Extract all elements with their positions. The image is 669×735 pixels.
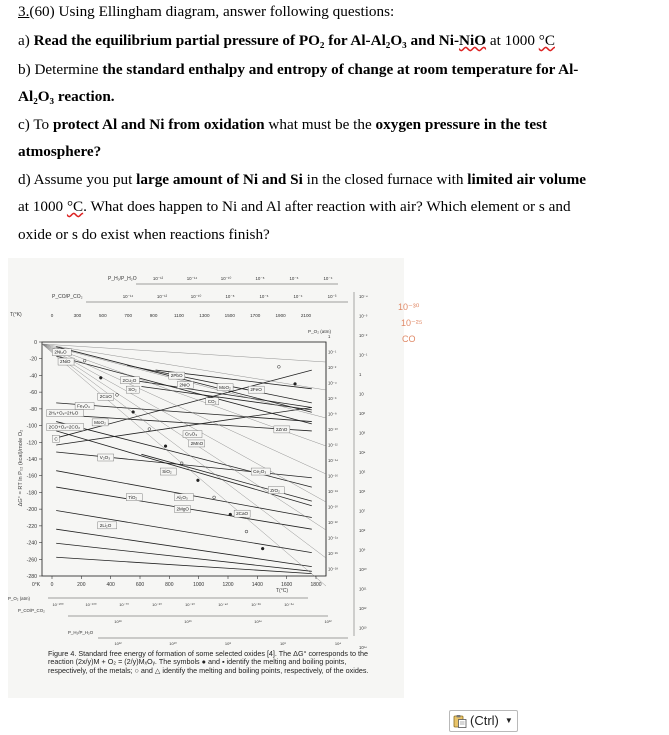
question-b (18, 60, 578, 80)
top-scale1-tick: 10⁻¹² (152, 276, 164, 281)
right-scale-inner-tick: 10⁻¹⁸ (328, 489, 339, 494)
right-scale-inner-tick: 10⁻² (328, 365, 337, 370)
x-tick-label: 1600 (281, 582, 293, 588)
oxide-line (56, 356, 312, 424)
question-d-bold2: limited air volume (467, 171, 586, 188)
oxide-label: MoO₂ (94, 419, 106, 425)
top-scale1-tick: 10⁻¹⁴ (186, 276, 198, 281)
bottom-po2-tick: 10⁻³⁴ (284, 602, 294, 607)
phase-point-marker (132, 411, 135, 414)
y-tick-label: -120 (26, 440, 37, 447)
oxide-label: Fe₃O₄ (77, 403, 90, 409)
phase-point-marker (197, 479, 200, 482)
top-scale2-tick: 10⁻⁶ (259, 294, 269, 299)
ellingham-diagram (8, 258, 404, 698)
bottom-co-tick: 10¹⁴ (254, 619, 262, 624)
top-scale2-tick: 10⁻³ (327, 294, 337, 299)
question-heading (18, 2, 394, 22)
po2-guide-line (42, 344, 326, 586)
oxide-label: MoO₂ (219, 384, 231, 390)
oxide-line (56, 543, 312, 571)
right-scale-outer-tick: 10³ (359, 430, 366, 436)
oxide-label: 2CO+O₂=2CO₂ (48, 424, 81, 430)
phase-point-marker (99, 376, 102, 379)
oxide-label: 2ZnO (275, 426, 288, 432)
question-d-mid: in the closed furnace with (302, 171, 468, 188)
y-tick-label: -80 (29, 406, 37, 413)
bottom-co-tick: 10¹⁶ (184, 619, 192, 624)
right-scale-inner-tick: 10⁻¹² (328, 442, 338, 448)
po2-guide-line (42, 344, 326, 502)
question-c (18, 115, 547, 135)
y-tick-label: -240 (26, 540, 37, 547)
oxide-label: 2Ni₂O (54, 349, 67, 355)
question-c-bold2: oxygen pressure in the test (375, 116, 548, 133)
right-scale-inner-tick: 10⁻²² (328, 520, 338, 525)
oxide-line (56, 408, 312, 445)
y-tick-label: -60 (29, 390, 37, 397)
phase-point-marker (277, 365, 280, 368)
top-t-tick-label: 1900 (275, 313, 286, 318)
bottom-h2-tick: 10⁶ (279, 641, 287, 646)
oxide-label: CO₂ (207, 398, 217, 404)
right-scale-outer-tick: 1 (359, 372, 362, 377)
bottom-h2-label: P_H₂/P_H₂O (68, 630, 94, 635)
paste-options-label: (Ctrl) (470, 713, 499, 728)
question-a (18, 31, 555, 51)
right-scale-outer-tick: 10⁶ (359, 489, 366, 494)
right-scale-outer-tick: 10⁻³ (359, 313, 368, 319)
oxide-line (56, 347, 312, 413)
right-scale-outer-tick: 10¹¹ (359, 586, 367, 592)
y-tick-label: -280 (26, 574, 37, 580)
bottom-po2-tick: 10⁻²⁰⁰ (52, 602, 64, 607)
oxide-label: 2CaO (236, 511, 249, 517)
oxide-label: 2MgO (176, 506, 189, 512)
x-tick-label: 1800 (310, 582, 322, 588)
right-scale-outer-tick: 10⁹ (359, 547, 366, 553)
top-scale1-tick: 10⁻¹⁰ (220, 276, 232, 281)
oxide-label: 2H₂+O₂=2H₂O (48, 410, 79, 416)
right-scale-outer-tick: 10⁻² (359, 333, 368, 338)
question-a-mid: at 1000 (486, 32, 539, 49)
margin-note-2: 10⁻²⁵ (401, 318, 423, 328)
top-t-tick-label: 700 (124, 313, 133, 318)
right-scale-inner-tick: 10⁻²⁸ (328, 566, 339, 572)
top-scale1-label: P_H₂/P_H₂O (108, 276, 137, 282)
right-scale-inner-tick: 10⁻²⁴ (328, 535, 339, 541)
x-tick-label: 800 (165, 582, 174, 588)
bottom-co-tick: 10¹⁸ (114, 619, 122, 624)
question-d2-text: . What does happen to Ni and Al after reaction with air? Which element or s and (83, 198, 571, 215)
question-c-bold1: protect Al and Ni from oxidation (52, 116, 265, 133)
question-a-bold: Read the equilibrium partial pressure of PO₂ for Al-Al₂O₃ and Ni- (33, 32, 460, 49)
question-a-nio: NiO (459, 32, 487, 49)
oxide-label: TiO₂ (128, 494, 138, 500)
right-scale-inner-tick: 10⁻⁴ (328, 380, 337, 386)
oxide-label: 2FeO (250, 387, 262, 393)
right-scale-outer-tick: 10⁵ (359, 469, 366, 475)
oxide-label: C (54, 436, 58, 442)
right-scale-outer-tick: 10⁴ (359, 450, 366, 455)
right-scale-outer-tick: 10⁷ (359, 508, 366, 514)
top-scale2-tick: 10⁻¹⁰ (190, 294, 202, 299)
y-axis-label: ΔG° = RT ln P₀₂ (kcal)/mole O₂ (18, 429, 24, 507)
bottom-po2-tick: 10⁻¹⁰⁰ (85, 602, 97, 607)
margin-note-3: CO (402, 334, 416, 344)
chevron-down-icon: ▼ (504, 716, 513, 725)
oxide-line (56, 370, 312, 438)
question-b-bold1: the standard enthalpy and entropy of change at room temperature for Al- (102, 61, 579, 78)
bottom-h2-tick: 10¹² (114, 641, 122, 646)
oxide-label: 2NiO (179, 382, 190, 388)
question-c-mid: what must be the (264, 116, 376, 133)
right-scale-inner-tick: 10⁻¹⁶ (328, 473, 338, 479)
y-tick-label: -140 (26, 457, 37, 463)
bottom-po2-tick: 10⁻⁶⁰ (152, 602, 162, 607)
oxide-label: 2Li₂O (99, 522, 112, 528)
y-tick-label: -200 (26, 507, 37, 514)
right-scale-outer-tick: 10¹⁴ (359, 645, 367, 650)
right-scale-outer-tick: 10¹⁰ (359, 567, 367, 572)
y-tick-label: -20 (29, 356, 37, 363)
x-tick-label: 200 (77, 582, 86, 588)
phase-point-marker (261, 547, 264, 550)
bottom-po2-tick: 10⁻³⁸ (251, 602, 261, 607)
top-t-tick-label: 2100 (300, 313, 312, 318)
clipboard-icon (453, 714, 467, 728)
bottom-h2-tick: 10¹⁰ (169, 641, 177, 646)
oxide-line (56, 510, 312, 552)
right-scale-outer-tick: 10⁻¹ (359, 352, 368, 358)
question-d-line2 (18, 197, 571, 217)
bottom-po2-tick: 10⁻⁷⁰ (119, 602, 129, 607)
y-tick-label: -180 (26, 490, 37, 497)
right-scale-inner-tick: 10⁻²⁰ (328, 504, 338, 510)
x-tick-label: 0 (50, 582, 54, 588)
top-scale2-label: P_CO/P_CO₂ (52, 294, 83, 300)
bottom-co-tick: 10¹² (324, 619, 332, 624)
top-scale2-tick: 10⁻¹⁴ (122, 294, 134, 299)
right-scale-inner-tick: 10⁻¹⁰ (328, 427, 338, 432)
ellingham-diagram-svg (8, 258, 404, 698)
bottom-h2-tick: 10⁸ (224, 641, 232, 646)
top-t-tick-label: 300 (73, 313, 82, 318)
oxide-label: 2Cu₂O (122, 377, 137, 383)
question-d-prefix: d) Assume you put (18, 171, 137, 188)
oxide-label: SO₂ (128, 387, 137, 393)
question-c-cont (18, 142, 101, 162)
question-d-bold1: large amount of Ni and Si (136, 171, 303, 188)
right-scale-outer-tick: 10² (359, 411, 366, 416)
po2-label: P_O₂ (atm) (308, 329, 331, 334)
t-k-label: T(°K) (10, 312, 22, 318)
oxide-label: SiO₂ (162, 469, 172, 475)
phase-point-marker (116, 393, 119, 396)
oxide-label: Al₂O₃ (176, 494, 188, 500)
oxide-label: Cr₂O₃ (185, 431, 198, 437)
question-c-prefix: c) To (18, 116, 53, 133)
figure-caption: Figure 4. Standard free energy of formation of some selected oxides [4]. The ΔG° corresponds to the reaction (2x/y)M + O₂ = (2/y)MₓOᵧ. The symbols ● and ▪ identify the melting and boiling points, respectively, of the metals; ○ and △ identify the melting and boiling points, respectively, of the oxides. (48, 649, 369, 675)
right-scale-outer-tick: 10¹² (359, 606, 367, 611)
y-tick-label: -40 (29, 373, 37, 380)
right-scale-inner-tick: 10⁻¹⁴ (328, 458, 339, 463)
x-tick-label: 600 (135, 582, 145, 588)
y-tick-label: 0 (34, 340, 37, 346)
question-number: 3. (18, 3, 30, 20)
right-scale-outer-tick: 10 (359, 391, 364, 397)
right-scale-inner-tick: 10⁻¹ (328, 349, 337, 355)
question-heading-text: (60) Using Ellingham diagram, answer following questions: (29, 3, 395, 20)
oxide-label: Ce₂O₃ (253, 469, 267, 475)
x-tick-label: 1200 (222, 582, 234, 588)
top-t-tick-label: 1100 (174, 313, 184, 318)
phase-point-marker (229, 513, 232, 516)
bottom-po2-tick: 10⁻⁵⁰ (185, 602, 195, 607)
y-tick-label: -100 (26, 423, 37, 430)
oxide-label: 2MnO (190, 440, 204, 446)
top-scale1-tick: 10⁻⁴ (323, 276, 333, 281)
question-b-prefix: b) Determine (18, 61, 103, 78)
top-t-tick-label: 0 (50, 313, 54, 318)
bottom-h2-tick: 10⁴ (334, 641, 342, 646)
x-tick-label: 1400 (251, 582, 263, 588)
right-scale-inner-tick: 10⁻⁸ (328, 411, 337, 417)
right-scale-outer-tick: 10⁻⁴ (359, 294, 368, 299)
y-tick-label: -260 (26, 557, 37, 564)
right-scale-inner-tick: 10⁻²⁶ (328, 551, 338, 556)
phase-point-marker (164, 445, 167, 448)
x-tick-label: 400 (106, 582, 115, 588)
oxide-line (56, 529, 312, 566)
top-scale2-tick: 10⁻⁴ (293, 294, 303, 299)
top-t-tick-label: 900 (149, 313, 158, 318)
oxide-label: ZrO₂ (270, 487, 280, 493)
x-tick-label: 1000 (193, 582, 205, 588)
right-scale-outer-tick: 10¹³ (359, 625, 367, 631)
question-d2-pre: at 1000 (18, 198, 67, 215)
oxide-label: 2PbO (170, 373, 183, 379)
top-scale1-tick: 10⁻⁶ (289, 276, 299, 281)
question-c-bold3: atmosphere? (18, 143, 102, 160)
phase-point-marker (213, 496, 216, 499)
phase-point-marker (294, 382, 297, 385)
top-scale2-tick: 10⁻⁸ (225, 294, 235, 299)
oxide-line (141, 454, 311, 501)
question-b-bold2: Al₂O₃ reaction. (18, 88, 115, 105)
bottom-po2-tick: 10⁻⁴² (218, 602, 228, 607)
y-tick-label: -160 (26, 473, 37, 480)
top-t-tick-label: 1500 (224, 313, 235, 318)
oxide-label: V₂O₃ (99, 455, 111, 460)
paste-options-button[interactable] (449, 710, 518, 732)
question-a-prefix: a) (18, 32, 34, 49)
top-t-tick-label: 1700 (250, 313, 261, 318)
phase-point-marker (245, 530, 248, 533)
bottom-co-label: P_CO/P_CO₂ (18, 608, 45, 613)
right-scale-inner-tick: 1 (328, 334, 331, 339)
question-d-line3 (18, 225, 270, 245)
oxide-line (56, 557, 312, 573)
question-a-unit: °C (538, 32, 555, 49)
question-d3-text: oxide or s do exist when reactions finish? (18, 226, 270, 243)
top-t-tick-label: 500 (98, 313, 107, 318)
top-t-tick-label: 1300 (199, 313, 210, 318)
question-d (18, 170, 586, 190)
y-tick-label: -220 (26, 523, 37, 530)
question-d2-unit: °C (66, 198, 84, 215)
bottom-po2-label: P_O₂ (atm) (8, 596, 30, 601)
top-scale1-tick: 10⁻⁸ (255, 276, 265, 281)
phase-point-marker (148, 428, 151, 431)
x-axis-label: T(°C) (276, 588, 288, 594)
right-scale-inner-tick: 10⁻⁶ (328, 396, 337, 401)
top-scale2-tick: 10⁻¹² (156, 294, 168, 299)
oxide-label: 2NiO (60, 359, 71, 365)
phase-point-marker (83, 359, 86, 362)
question-b-cont (18, 87, 115, 107)
ok-label: 0°K (32, 582, 41, 588)
margin-note-1: 10⁻³⁰ (398, 302, 420, 312)
oxide-label: 2CoO (99, 394, 112, 400)
right-scale-outer-tick: 10⁸ (359, 528, 366, 533)
